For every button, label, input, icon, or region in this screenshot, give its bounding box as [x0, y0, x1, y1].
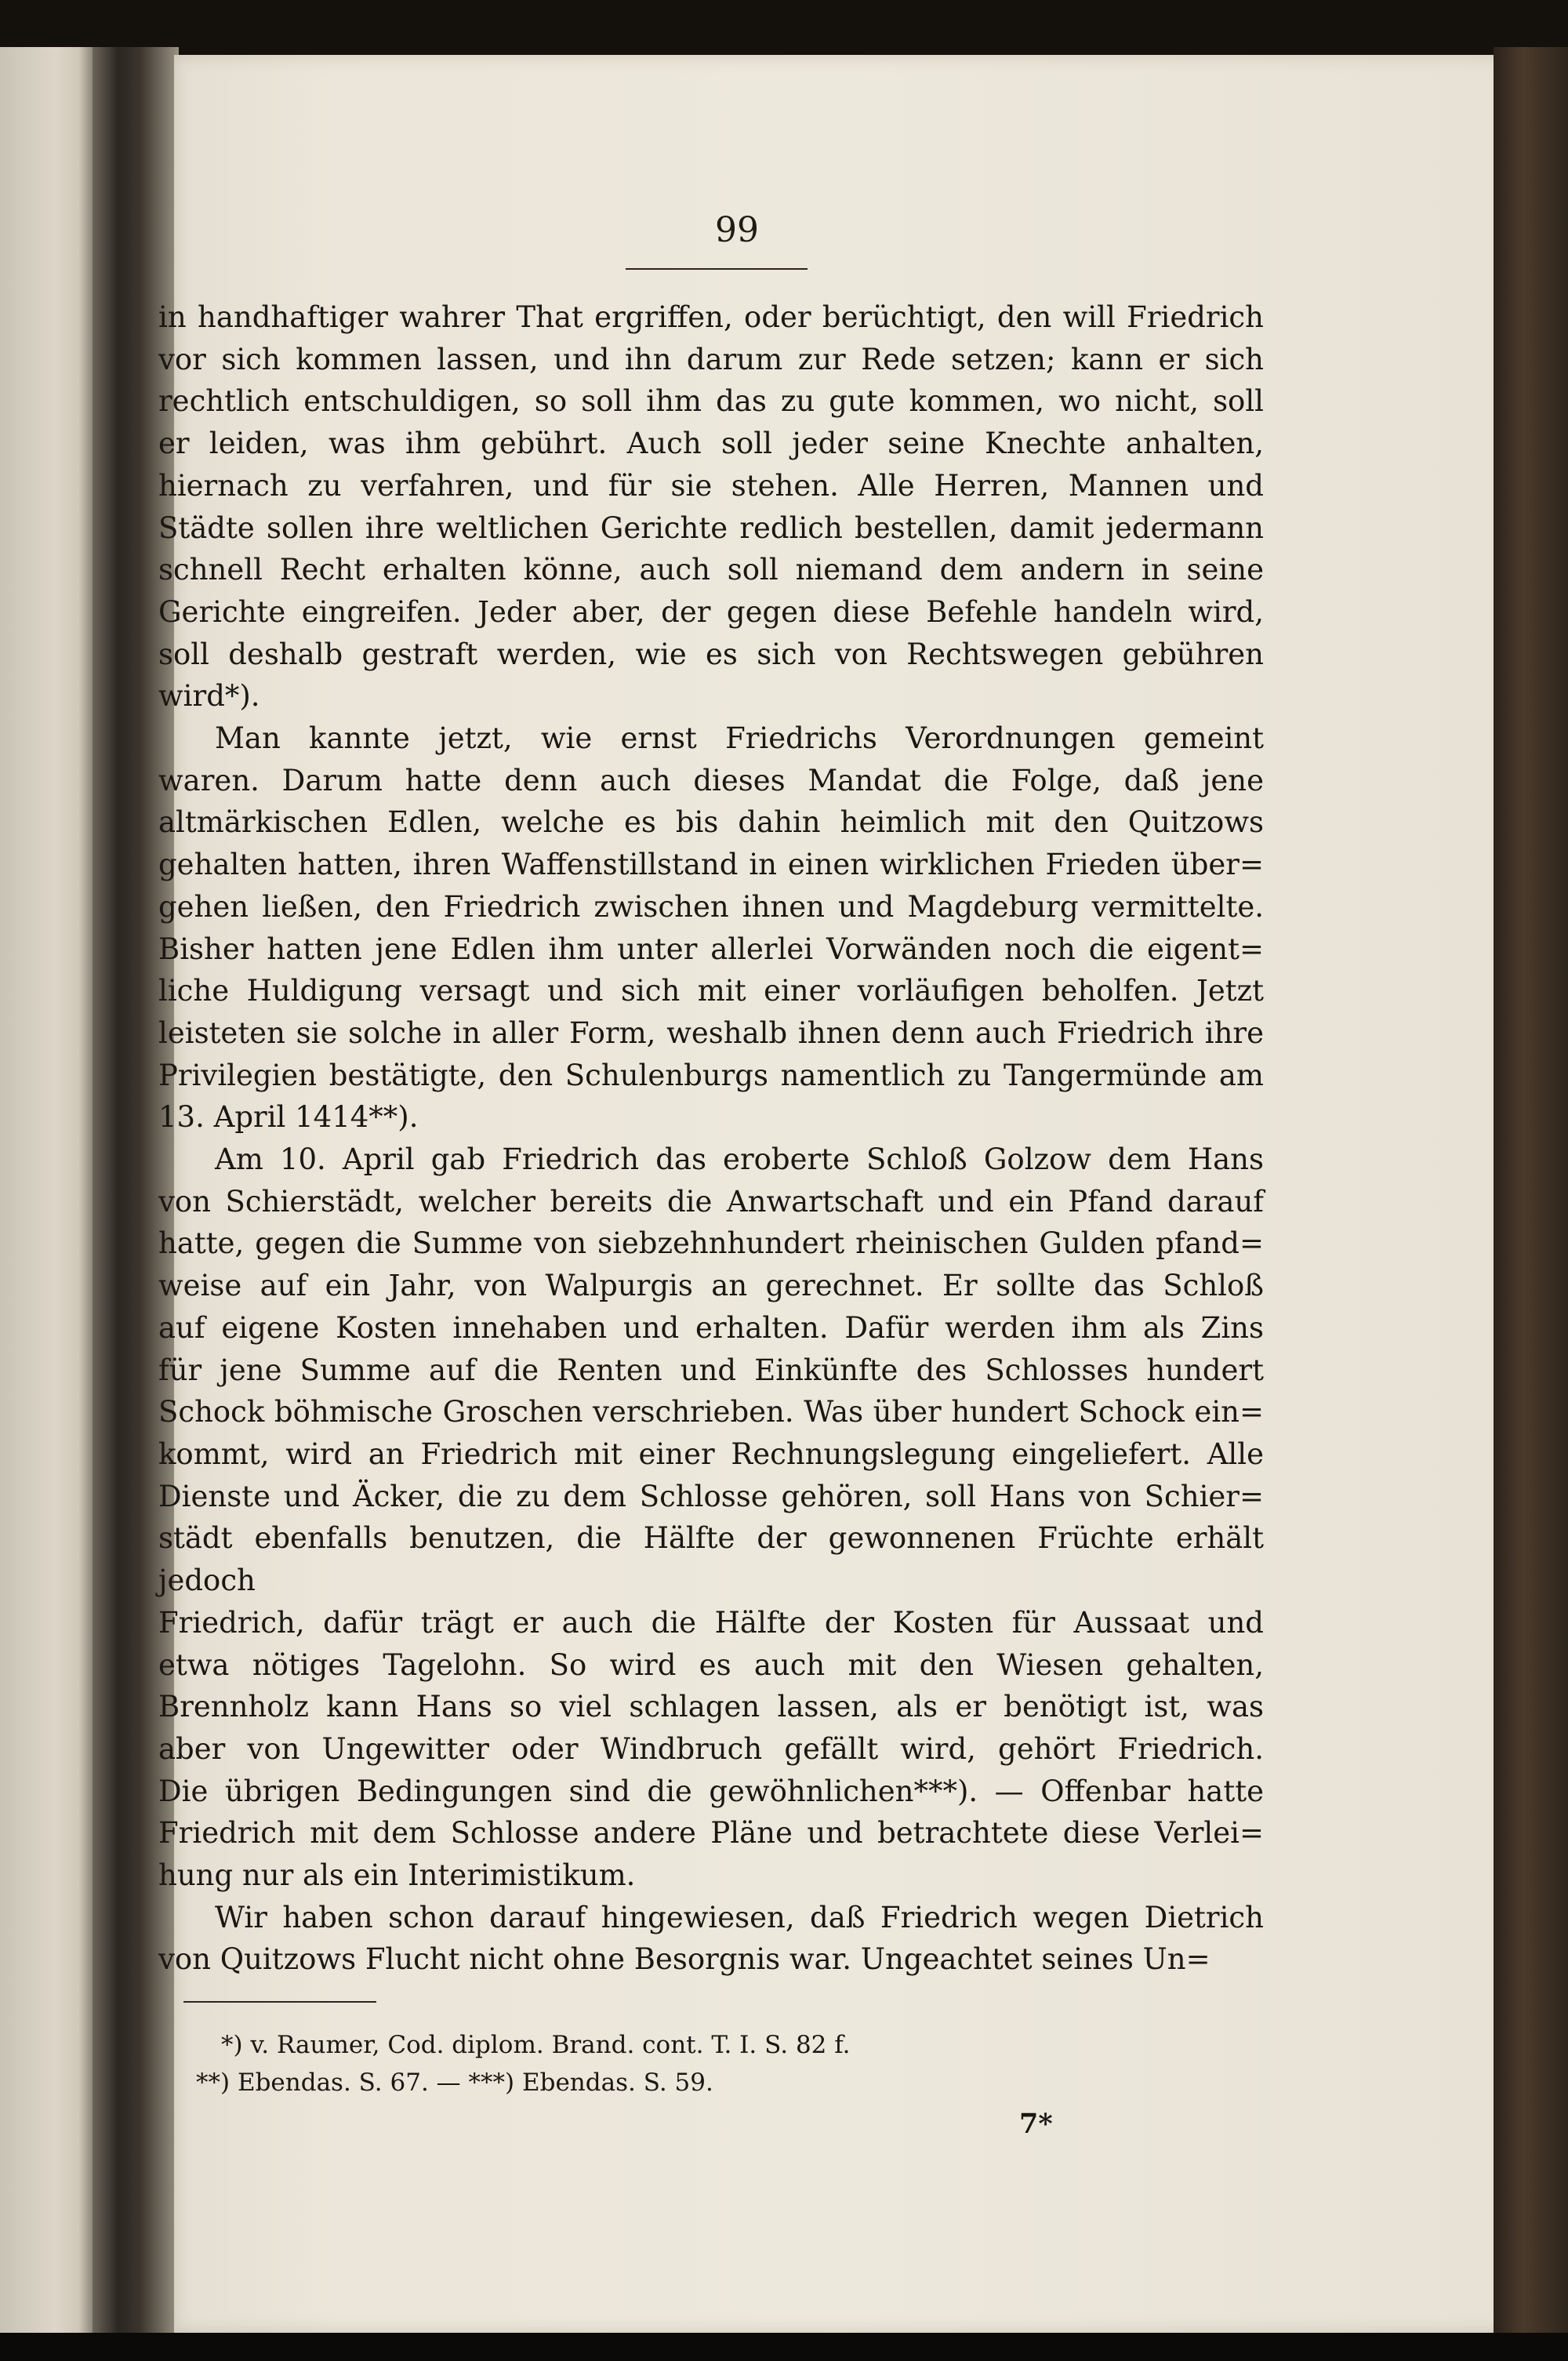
text-line: soll deshalb gestraft werden, wie es sich von Rechtswegen gebühren — [158, 637, 1264, 671]
paragraph-3 — [158, 1139, 1264, 1897]
text-line: Man kannte jetzt, wie ernst Friedrichs Verordnungen gemeint — [215, 721, 1264, 756]
text-line: auf eigene Kosten innehaben und erhalten. Dafür werden ihm als Zins — [158, 1310, 1264, 1345]
text-line: hiernach zu verfahren, und für sie stehen. Alle Herren, Mannen und — [158, 468, 1264, 503]
text-line: leisteten sie solche in aller Form, weshalb ihnen denn auch Friedrich ihre — [158, 1015, 1264, 1050]
text-line: Städte sollen ihre weltlichen Gerichte redlich bestellen, damit jedermann — [158, 510, 1264, 545]
text-line: Friedrich, dafür trägt er auch die Hälfte der Kosten für Aussaat und — [158, 1605, 1264, 1640]
scan-border-bottom — [0, 2333, 1568, 2361]
text-line: gehen ließen, den Friedrich zwischen ihnen und Magdeburg vermittelte. — [158, 889, 1264, 924]
text-line: Bisher hatten jene Edlen ihm unter allerlei Vorwänden noch die eigent= — [158, 932, 1264, 966]
text-line: waren. Darum hatte denn auch dieses Mandat die Folge, daß jene — [158, 763, 1264, 797]
text-line: Dienste und Äcker, die zu dem Schlosse gehören, soll Hans von Schier= — [158, 1479, 1264, 1513]
text-line: schnell Recht erhalten könne, auch soll niemand dem andern in seine — [158, 553, 1264, 587]
paragraph-4 — [158, 1897, 1264, 1981]
scan-border-top — [0, 0, 1568, 55]
text-line: wird*). — [158, 679, 260, 714]
text-line: weise auf ein Jahr, von Walpurgis an gerechnet. Er sollte das Schloß — [158, 1269, 1264, 1303]
signature-mark: 7* — [1019, 2108, 1053, 2140]
text-line: hung nur als ein Interimistikum. — [158, 1858, 636, 1893]
text-line: rechtlich entschuldigen, so soll ihm das zu gute kommen, wo nicht, soll — [158, 384, 1264, 419]
text-line: Gerichte eingreifen. Jeder aber, der gegen diese Befehle handeln wird, — [158, 594, 1264, 629]
text-line: städt ebenfalls benutzen, die Hälfte der gewonnenen Früchte erhält jedoch — [158, 1521, 1264, 1598]
text-line: altmärkischen Edlen, welche es bis dahin heimlich mit den Quitzows — [158, 805, 1264, 840]
book-cover-edge — [1494, 47, 1568, 2337]
text-line: etwa nötiges Tagelohn. So wird es auch mit den Wiesen gehalten, — [158, 1647, 1264, 1682]
text-line: er leiden, was ihm gebührt. Auch soll jeder seine Knechte anhalten, — [158, 427, 1264, 461]
text-line: Privilegien bestätigte, den Schulenburgs namentlich zu Tangermünde am — [158, 1058, 1264, 1092]
text-line: Schock böhmische Groschen verschrieben. Was über hundert Schock ein= — [158, 1395, 1264, 1429]
text-line: Die übrigen Bedingungen sind die gewöhnlichen***). — Offenbar hatte — [158, 1774, 1264, 1808]
text-line: Brennholz kann Hans so viel schlagen lassen, als er benötigt ist, was — [158, 1690, 1264, 1724]
text-line: hatte, gegen die Summe von siebzehnhundert rheinischen Gulden pfand= — [158, 1226, 1264, 1261]
text-line: in handhaftiger wahrer That ergriffen, oder berüchtigt, den will Friedrich — [158, 300, 1264, 334]
text-line: Wir haben schon darauf hingewiesen, daß Friedrich wegen Dietrich — [215, 1900, 1264, 1934]
paragraph-2 — [158, 717, 1264, 1139]
text-line: Friedrich mit dem Schlosse andere Pläne und betrachtete diese Verlei= — [158, 1816, 1264, 1851]
text-line: liche Huldigung versagt und sich mit einer vorläufigen beholfen. Jetzt — [158, 974, 1264, 1008]
text-line: aber von Ungewitter oder Windbruch gefällt wird, gehört Friedrich. — [158, 1731, 1264, 1766]
text-line: Am 10. April gab Friedrich das eroberte Schloß Golzow dem Hans — [215, 1142, 1264, 1177]
page-number: 99 — [715, 210, 759, 250]
page-number-rule — [626, 268, 808, 270]
text-line: 13. April 1414**). — [158, 1100, 419, 1135]
text-line: für jene Summe auf die Renten und Einkünfte des Schlosses hundert — [158, 1353, 1264, 1387]
text-line: vor sich kommen lassen, und ihn darum zur Rede setzen; kann er sich — [158, 342, 1264, 376]
footnote-1: *) v. Raumer, Cod. diplom. Brand. cont. T. I. S. 82 f. — [221, 2031, 851, 2059]
footnote-2: **) Ebendas. S. 67. — ***) Ebendas. S. 59. — [196, 2069, 713, 2097]
footnote-rule — [183, 2001, 376, 2003]
facing-page-edge — [0, 47, 93, 2337]
text-line: kommt, wird an Friedrich mit einer Rechnungslegung eingeliefert. Alle — [158, 1437, 1264, 1471]
paragraph-1 — [158, 296, 1264, 717]
text-line: von Quitzows Flucht nicht ohne Besorgnis war. Ungeachtet seines Un= — [158, 1942, 1210, 1977]
body-text — [158, 296, 1264, 1981]
text-line: gehalten hatten, ihren Waffenstillstand in einen wirklichen Frieden über= — [158, 848, 1264, 882]
text-line: von Schierstädt, welcher bereits die Anwartschaft und ein Pfand darauf — [158, 1184, 1264, 1219]
